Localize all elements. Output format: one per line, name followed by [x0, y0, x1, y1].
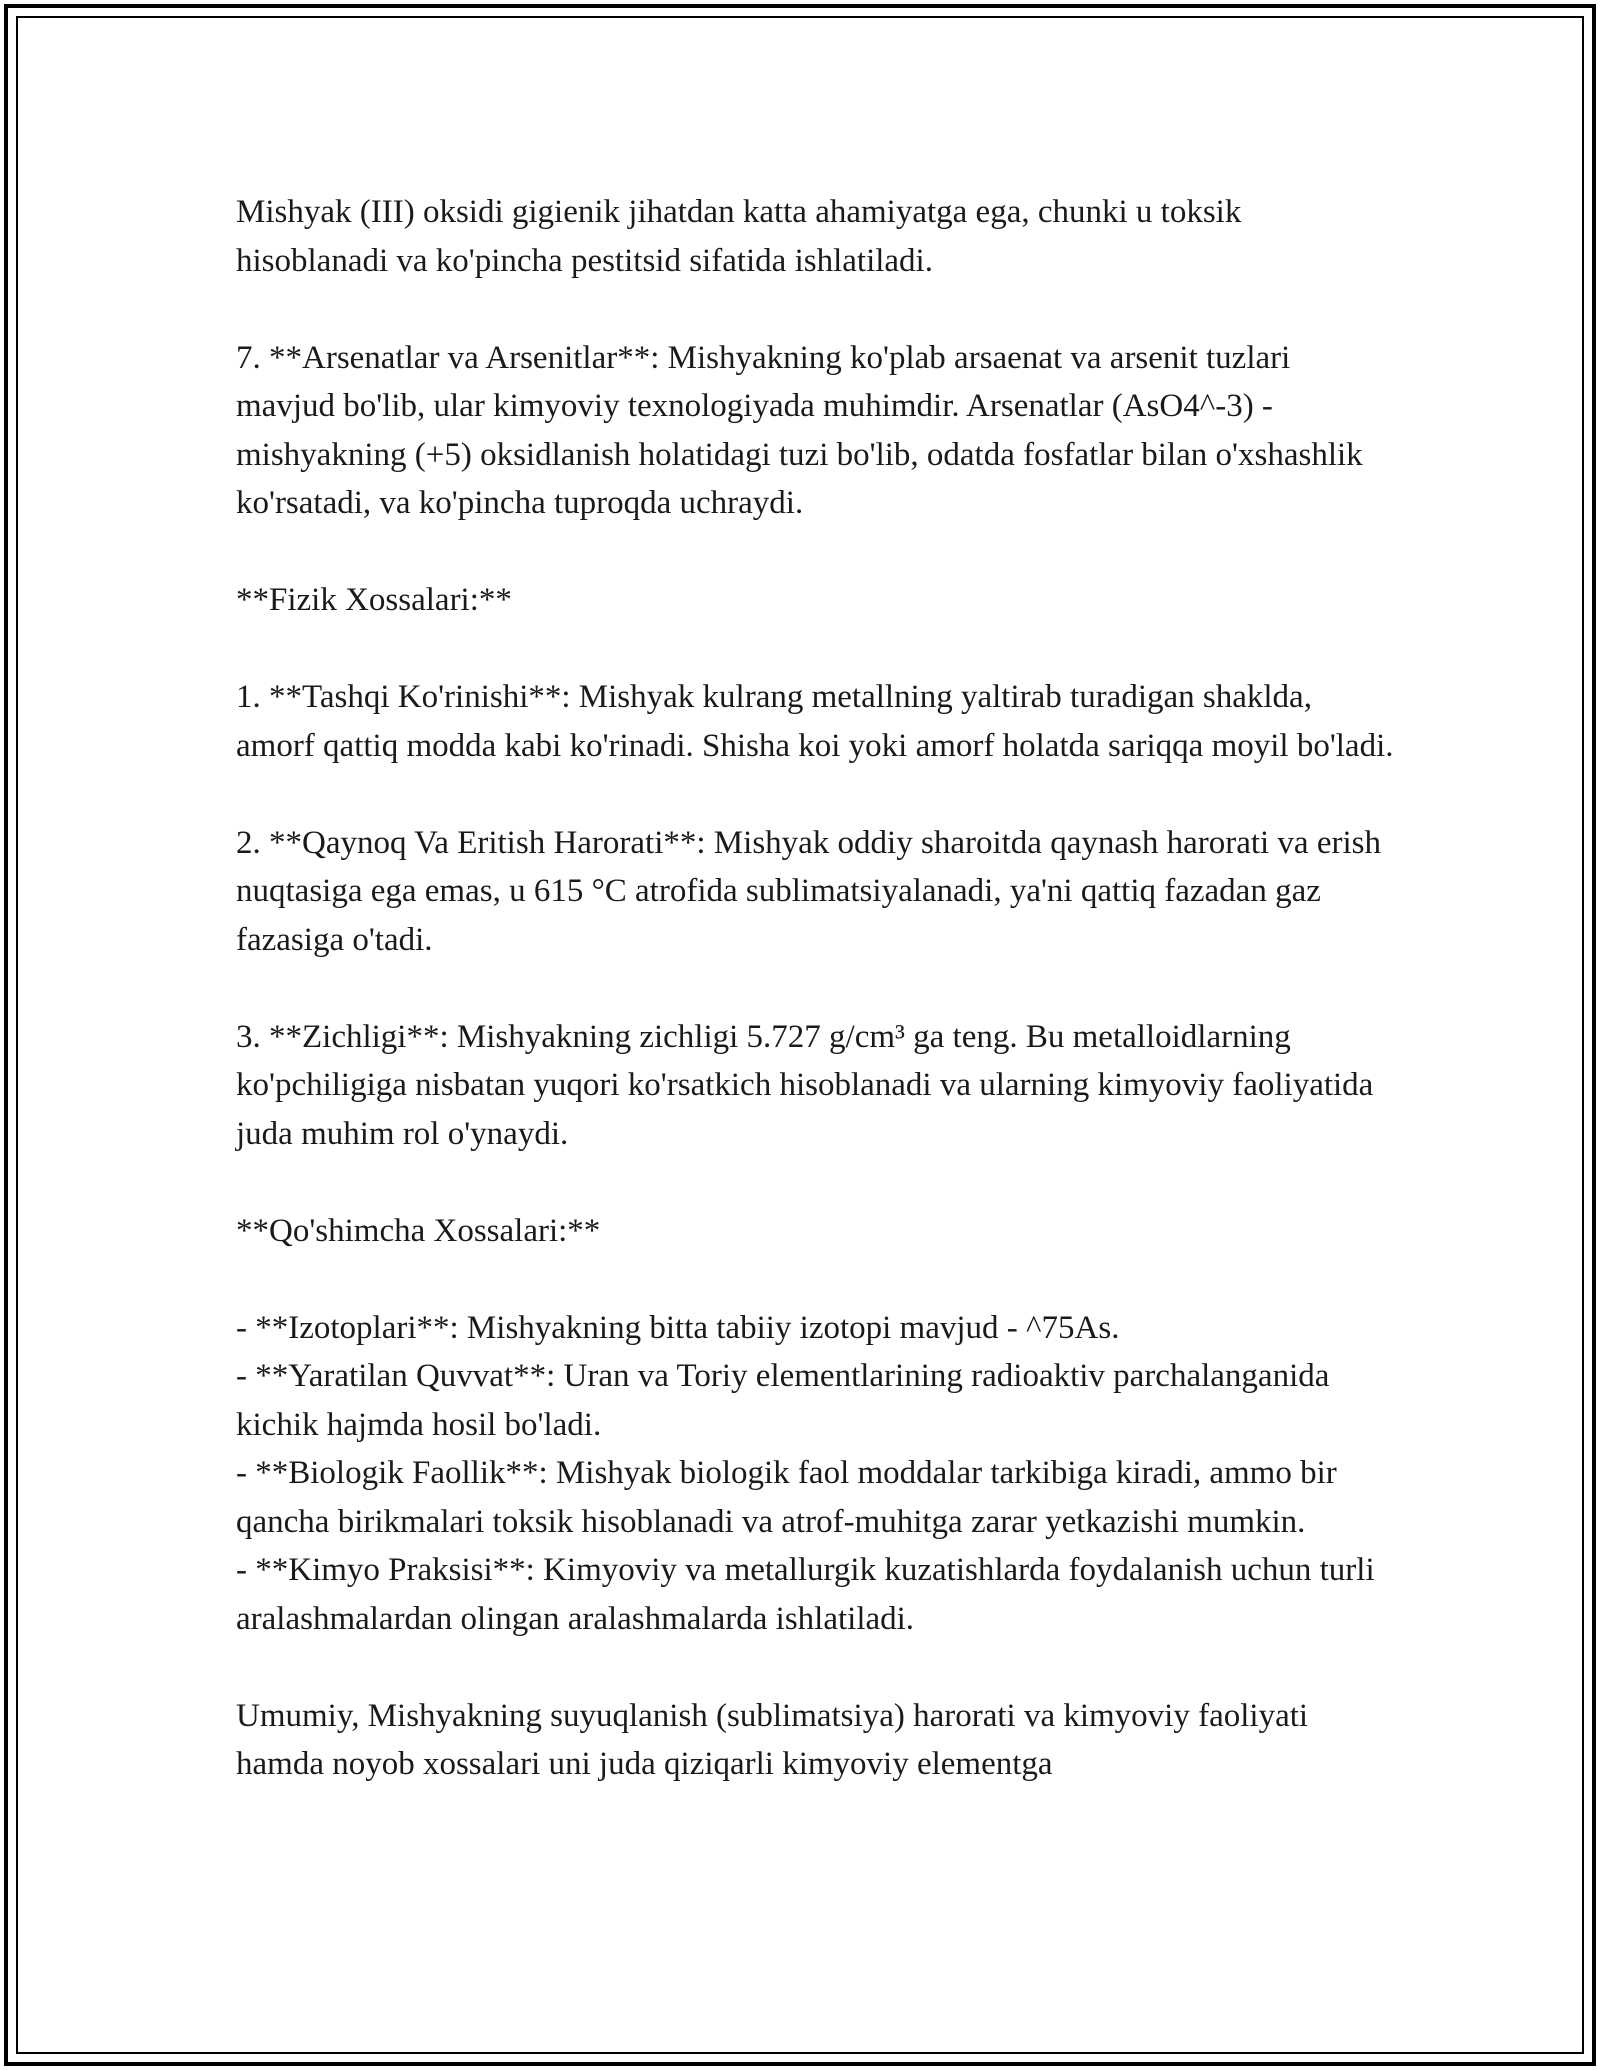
document-body	[236, 188, 1396, 1789]
heading-additional-properties: **Qo'shimcha Xossalari:**	[236, 1212, 601, 1249]
list-item-biological-activity: - **Biologik Faollik**: Mishyak biologik faol moddalar tarkibiga kiradi, ammo bir qancha birikmalari toksik hisoblanadi va atrof-muhitga zarar yetkazishi mumkin.	[236, 1455, 1346, 1540]
paragraph-conclusion: Umumiy, Mishyakning suyuqlanish (sublimatsiya) harorati va kimyoviy faoliyati hamda noyob xossalari uni juda qiziqarli kimyoviy elementga	[236, 1697, 1317, 1782]
paragraph-arsenates: 7. **Arsenatlar va Arsenitlar**: Mishyakning ko'plab arsaenat va arsenit tuzlari mavjud bo'lib, ular kimyoviy texnologiyada muhimdir. Arsenatlar (AsO4^-3) - mishyakning (+5) oksidlanish holatidagi tuzi bo'lib, odatda fosfatlar bilan o'xshashlik ko'rsatadi, va ko'pincha tuproqda uchraydi.	[236, 339, 1371, 521]
additional-properties-list	[236, 1304, 1396, 1644]
paragraph-density: 3. **Zichligi**: Mishyakning zichligi 5.727 g/cm³ ga teng. Bu metalloidlarning ko'pchiligiga nisbatan yuqori ko'rsatkich hisoblanadi va ularning kimyoviy faoliyatida juda muhim rol o'ynaydi.	[236, 1018, 1382, 1152]
list-item-chemistry-practice: - **Kimyo Praksisi**: Kimyoviy va metallurgik kuzatishlarda foydalanish uchun turli aralashmalardan olingan aralashmalarda ishlatiladi.	[236, 1552, 1383, 1637]
paragraph-appearance: 1. **Tashqi Ko'rinishi**: Mishyak kulrang metallning yaltirab turadigan shaklda, amorf qattiq modda kabi ko'rinadi. Shisha koi yoki amorf holatda sariqqa moyil bo'ladi.	[236, 679, 1394, 764]
list-item-isotopes: - **Izotoplari**: Mishyakning bitta tabiiy izotopi mavjud - ^75As.	[236, 1309, 1120, 1346]
heading-physical-properties: **Fizik Xossalari:**	[236, 582, 512, 618]
paragraph-boiling-melting: 2. **Qaynoq Va Eritish Harorati**: Mishyak oddiy sharoitda qaynash harorati va erish nuqtasiga ega emas, u 615 °C atrofida sublimatsiyalanadi, ya'ni qattiq fazadan gaz fazasiga o'tadi.	[236, 824, 1390, 958]
list-item-produced-energy: - **Yaratilan Quvvat**: Uran va Toriy elementlarining radioaktiv parchalanganida kichik hajmda hosil bo'ladi.	[236, 1358, 1338, 1443]
paragraph-arsenic-oxide: Mishyak (III) oksidi gigienik jihatdan katta ahamiyatga ega, chunki u toksik hisoblanadi va ko'pincha pestitsid sifatida ishlatiladi.	[236, 194, 1250, 279]
